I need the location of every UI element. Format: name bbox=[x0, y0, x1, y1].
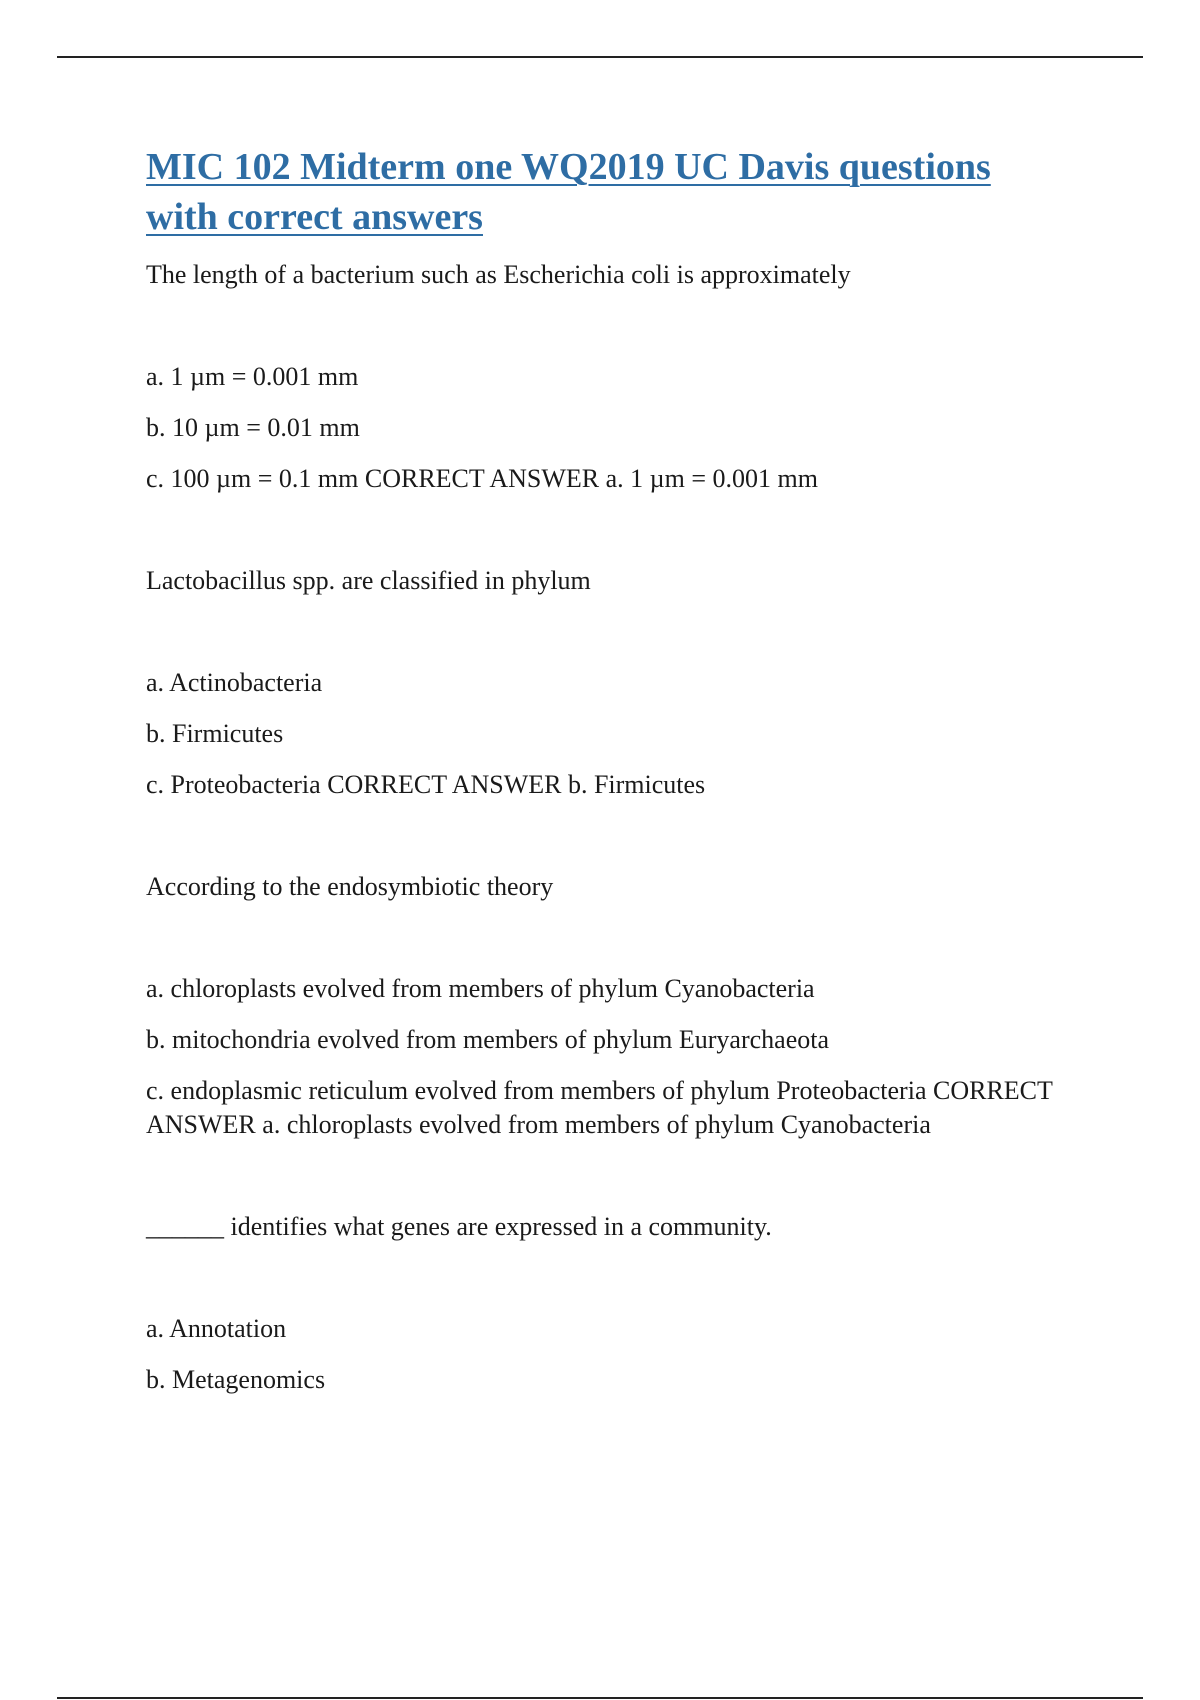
question-4 bbox=[146, 1210, 1076, 1397]
question-prompt: The length of a bacterium such as Escherichia coli is approximately bbox=[146, 260, 851, 289]
answer-option: b. Firmicutes bbox=[146, 719, 284, 748]
question-prompt: ______ identifies what genes are expressed in a community. bbox=[146, 1212, 772, 1241]
document-body bbox=[146, 142, 1076, 1414]
answer-option: a. Actinobacteria bbox=[146, 668, 323, 697]
question-prompt: According to the endosymbiotic theory bbox=[146, 872, 554, 901]
question-prompt: Lactobacillus spp. are classified in phylum bbox=[146, 566, 591, 595]
answer-option: a. Annotation bbox=[146, 1314, 287, 1343]
answer-option-with-correct-answer: c. 100 µm = 0.1 mm CORRECT ANSWER a. 1 µm = 0.001 mm bbox=[146, 464, 818, 493]
question-3 bbox=[146, 870, 1076, 1142]
question-2 bbox=[146, 564, 1076, 802]
header-rule bbox=[57, 56, 1143, 58]
question-1 bbox=[146, 258, 1076, 496]
answer-option: a. 1 µm = 0.001 mm bbox=[146, 362, 359, 391]
answer-option-with-correct-answer: c. Proteobacteria CORRECT ANSWER b. Firmicutes bbox=[146, 770, 706, 799]
answer-option: b. Metagenomics bbox=[146, 1365, 326, 1394]
answer-option-with-correct-answer: c. endoplasmic reticulum evolved from members of phylum Proteobacteria CORRECT ANSWER a. chloroplasts evolved from members of phylum Cyanobacteria bbox=[146, 1076, 1053, 1139]
answer-option: a. chloroplasts evolved from members of phylum Cyanobacteria bbox=[146, 974, 815, 1003]
answer-option: b. 10 µm = 0.01 mm bbox=[146, 413, 360, 442]
document-title-link[interactable]: MIC 102 Midterm one WQ2019 UC Davis questions with correct answers bbox=[146, 146, 991, 238]
footer-rule bbox=[57, 1697, 1143, 1699]
answer-option: b. mitochondria evolved from members of phylum Euryarchaeota bbox=[146, 1025, 830, 1054]
